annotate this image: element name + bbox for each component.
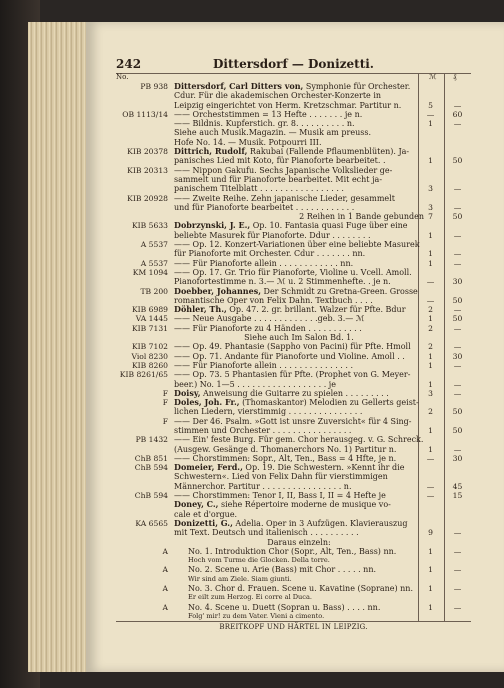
catalog-number: A	[162, 546, 168, 556]
entry-text: —— Zweite Reihe. Zehn japanische Lieder, gesammelt	[174, 193, 395, 203]
price-mark: 1	[428, 258, 433, 268]
catalog-row	[116, 259, 471, 268]
catalog-number: A	[162, 584, 168, 594]
entry-text: für Pianoforte mit Orchester. Cdur . . . . . . . nn.	[174, 249, 366, 259]
catalog-row	[116, 454, 471, 463]
catalog-row	[116, 110, 471, 119]
entry-text: cale et d'orgue.	[174, 509, 238, 519]
catalog-row	[116, 194, 471, 203]
catalog-row	[116, 435, 471, 444]
price-pfennig: —	[453, 360, 462, 370]
price-mark: —	[426, 109, 435, 119]
catalog-number: KA 6565	[135, 518, 168, 528]
catalog-row	[116, 128, 471, 137]
entry-text: Doles, Joh. Fr., (Thomaskantor) Melodien zu Gellerts geist-	[174, 398, 419, 408]
entry-text: mit Text. Deutsch und italienisch . . . . . . . . . .	[174, 528, 359, 538]
entry-text: —— Für Pianoforte zu 4 Händen . . . . . . . . . . .	[174, 323, 362, 333]
price-mark: 1	[428, 584, 433, 594]
price-pfennig: —	[453, 388, 462, 398]
price-mark: 1	[428, 444, 433, 454]
price-mark: 9	[428, 528, 433, 538]
composer-name: Döhler, Th.,	[174, 305, 227, 315]
catalog-entries	[116, 82, 471, 621]
catalog-number: F	[162, 398, 168, 408]
catalog-number: VA 1445	[135, 314, 168, 324]
price-pfennig: —	[453, 565, 462, 575]
catalog-row	[116, 82, 471, 91]
price-pfennig: 50	[452, 212, 463, 222]
catalog-row	[116, 370, 471, 379]
catalog-row	[116, 138, 471, 147]
price-pfennig: 30	[452, 351, 463, 361]
catalog-number: KM 1094	[132, 267, 168, 277]
price-pfennig: —	[453, 184, 462, 194]
catalog-row	[116, 268, 471, 277]
catalog-row	[116, 352, 471, 361]
price-mark: 1	[428, 602, 433, 612]
entry-text: und für Pianoforte bearbeitet . . . . . . . . . . . .	[174, 202, 355, 212]
price-mark: 1	[428, 360, 433, 370]
price-pfennig: —	[453, 584, 462, 594]
entry-text: Donizetti, G., Adelia. Oper in 3 Aufzügen. Klavierauszug	[174, 518, 408, 528]
price-pfennig: 60	[452, 109, 463, 119]
price-mark: —	[426, 295, 435, 305]
catalog-row	[116, 491, 471, 500]
entry-text: —— Für Pianoforte allein . . . . . . . . . . . . . . .	[174, 360, 354, 370]
entry-text: Pianofortestimme n. 3.— ℳ u. 2 Stimmenhefte. . je n.	[174, 277, 391, 287]
entry-text: Dittersdorf, Carl Ditters von, Symphonie für Orchester.	[174, 82, 411, 91]
catalog-row	[116, 249, 471, 258]
entry-text: No. 1. Introduktion Chor (Sopr., Alt, Ten., Bass) nn.	[188, 546, 397, 556]
composer-name: Doles, Joh. Fr.,	[174, 398, 240, 408]
catalog-number: KIB 5633	[132, 221, 168, 231]
catalog-number: KIB 20928	[127, 193, 168, 203]
entry-text: panischem Titelblatt . . . . . . . . . . . . . . . . .	[174, 184, 344, 194]
price-mark: 1	[428, 314, 433, 324]
publisher-footer: BREITKOPF UND HÄRTEL IN LEIPZIG.	[219, 623, 368, 631]
catalog-row	[116, 547, 471, 556]
catalog-number: TB 200	[140, 286, 168, 296]
catalog-row	[116, 538, 471, 547]
catalog-row	[116, 482, 471, 491]
catalog-number: A	[162, 602, 168, 612]
catalog-row	[116, 510, 471, 519]
entry-text: Schwestern«. Lied von Felix Dahn für vierstimmigen	[174, 472, 388, 482]
price-pfennig: 50	[452, 314, 463, 324]
catalog-row	[116, 119, 471, 128]
catalog-number: F	[162, 388, 168, 398]
price-pfennig: —	[453, 258, 462, 268]
catalog-number: A 5537	[140, 258, 168, 268]
entry-text: panisches Lied mit Koto, für Pianoforte bearbeitet. .	[174, 156, 386, 166]
catalog-number: OB 1113/14	[122, 109, 168, 119]
price-mark: 1	[428, 425, 433, 435]
catalog-row	[116, 156, 471, 165]
entry-text: Siehe auch Musik.Magazin. — Musik am preuss.	[174, 128, 371, 138]
catalog-number: A	[162, 565, 168, 575]
entry-text: —— Für Pianoforte allein . . . . . . . . . . . . nn.	[174, 258, 354, 268]
price-mark: 1	[428, 230, 433, 240]
entry-text: —— Ein' feste Burg. Für gem. Chor herausgeg. v. G. Schreck.	[174, 435, 424, 445]
entry-text: Leipzig eingerichtet von Herm. Kretzschmar. Partitur n.	[174, 100, 402, 110]
composer-name: Dobrzynski, J. E.,	[174, 221, 251, 231]
price-mark: —	[426, 481, 435, 491]
price-pfennig: —	[453, 202, 462, 212]
entry-text: Männerchor. Partitur . . . . . . . . . . . . . . . . n.	[174, 481, 352, 491]
catalog-number: KIB 20313	[127, 165, 168, 175]
entry-text: Doisy, Anweisung die Guitarre zu spielen . . . . . . . . .	[174, 388, 389, 398]
column-pfennig: ₰	[453, 73, 457, 81]
catalog-number: Viol 8230	[131, 351, 168, 361]
price-pfennig: 30	[452, 453, 463, 463]
price-pfennig: —	[453, 342, 462, 352]
price-pfennig: 50	[452, 407, 463, 417]
price-pfennig: —	[453, 602, 462, 612]
entry-text: Doney, C., siehe Répertoire moderne de musique vo-	[174, 500, 391, 510]
composer-name: Dittersdorf, Carl Ditters von,	[174, 82, 304, 91]
entry-text: —— Orcheststimmen = 13 Hefte . . . . . . . je n.	[174, 109, 363, 119]
price-mark: 1	[428, 156, 433, 166]
entry-text: —— Op. 17. Gr. Trio für Pianoforte, Violine u. Vcell. Amoll.	[174, 267, 412, 277]
price-mark: 3	[428, 202, 433, 212]
price-pfennig: —	[453, 546, 462, 556]
price-pfennig: 30	[452, 277, 463, 287]
entry-text: Doebber, Johannes, Der Schmidt zu Gretna-Green. Grosse	[174, 286, 418, 296]
entry-text: No. 2. Scene u. Arie (Bass) mit Chor . . . . . nn.	[188, 565, 377, 575]
page-edges	[28, 22, 86, 672]
catalog-number: KIB 8261/65	[119, 370, 168, 380]
entry-text: Hofe No. 14. — Musik. Potpourri III.	[174, 137, 322, 147]
price-mark: 1	[428, 249, 433, 259]
catalog-row	[116, 417, 471, 426]
catalog-row	[116, 175, 471, 184]
entry-text: romantische Oper von Felix Dahn. Textbuch . . . .	[174, 295, 373, 305]
entry-text: beliebte Masurek für Pianoforte. Ddur . . . . . . . .	[174, 230, 371, 240]
entry-text: Domeier, Ferd., Op. 19. Die Schwestern. »Kennt ihr die	[174, 463, 405, 473]
catalog-number: KIB 7131	[132, 323, 168, 333]
price-mark: 7	[428, 212, 433, 222]
catalog-row	[116, 445, 471, 454]
entry-text: —— Chorstimmen: Tenor I, II, Bass I, II = 4 Hefte je	[174, 491, 386, 501]
catalog-number: ChB 594	[134, 491, 168, 501]
entry-text: —— Op. 49. Phantasie (Sappho von Pacini) für Pfte. Hmoll	[174, 342, 411, 352]
page-number: 242	[116, 57, 142, 71]
price-mark: 1	[428, 379, 433, 389]
catalog-row	[116, 426, 471, 435]
entry-text: Dittrich, Rudolf, Rakubai (Fallende Pflaumenblüten). Ja-	[174, 147, 410, 157]
page-title: Dittersdorf — Donizetti.	[213, 57, 374, 71]
catalog-row	[116, 472, 471, 481]
catalog-row	[116, 147, 471, 156]
catalog-row	[116, 593, 471, 602]
catalog-number: A 5537	[140, 240, 168, 250]
entry-text: —— Op. 12. Konzert-Variationen über eine beliebte Masurek	[174, 240, 420, 250]
catalog-row	[116, 277, 471, 286]
price-pfennig: —	[453, 230, 462, 240]
entry-text: Cdur. Für die akademischen Orchester-Konzerte in	[174, 91, 382, 101]
catalog-number: KIB 8260	[132, 360, 168, 370]
entry-text: No. 3. Chor d. Frauen. Scene u. Kavatine (Soprane) nn.	[188, 584, 414, 594]
column-mark: ℳ	[429, 73, 437, 81]
entry-text: No. 4. Scene u. Duett (Sopran u. Bass) . . . . nn.	[188, 602, 381, 612]
price-mark: 1	[428, 565, 433, 575]
price-pfennig: —	[453, 249, 462, 259]
price-pfennig: —	[453, 444, 462, 454]
price-mark: 1	[428, 351, 433, 361]
catalog-row	[116, 212, 471, 221]
catalog-number: PB 1432	[135, 435, 168, 445]
price-pfennig: 50	[452, 425, 463, 435]
entry-text: —— Chorstimmen: Sopr., Alt, Ten., Bass = 4 Hfte, je n.	[174, 453, 397, 463]
catalog-number: ChB 851	[134, 453, 168, 463]
entry-text: —— Der 46. Psalm. »Gott ist unsre Zuversicht« für 4 Sing-	[174, 416, 412, 426]
catalog-row	[116, 528, 471, 537]
catalog-row	[116, 519, 471, 528]
catalog-row	[116, 407, 471, 416]
composer-name: Dittrich, Rudolf,	[174, 147, 248, 157]
entry-text: Folg' mir! zu dem Vater. Vieni a cimento.	[188, 611, 325, 620]
catalog-row	[116, 305, 471, 314]
composer-name: Doney, C.,	[174, 500, 219, 510]
price-pfennig: —	[453, 323, 462, 333]
catalog-row	[116, 389, 471, 398]
catalog-row	[116, 333, 471, 342]
catalog-number: KIB 7102	[132, 342, 168, 352]
entry-text: Wir sind am Ziele. Siam giunti.	[188, 574, 292, 583]
catalog-row	[116, 603, 471, 612]
catalog-row	[116, 584, 471, 593]
entry-text: —— Op. 73. 5 Phantasien für Pfte. (Prophet von G. Meyer-	[174, 370, 411, 380]
price-pfennig: —	[453, 528, 462, 538]
footer-rule	[116, 621, 471, 622]
catalog-row	[116, 296, 471, 305]
catalog-row	[116, 314, 471, 323]
catalog-row	[116, 463, 471, 472]
entry-text: sammelt und für Pianoforte bearbeitet. Mit echt ja-	[174, 174, 383, 184]
catalog-row	[116, 231, 471, 240]
catalog-row	[116, 380, 471, 389]
price-mark: 2	[428, 323, 433, 333]
catalog-number: PB 938	[140, 82, 168, 91]
price-pfennig: 45	[452, 481, 463, 491]
entry-text: Siehe auch Im Salon Bd. 1.	[244, 333, 354, 343]
catalog-row	[116, 565, 471, 574]
catalog-row	[116, 361, 471, 370]
catalog-number: ChB 594	[134, 463, 168, 473]
composer-name: Domeier, Ferd.,	[174, 463, 243, 473]
catalog-row	[116, 101, 471, 110]
catalog-row	[116, 398, 471, 407]
price-pfennig: —	[453, 305, 462, 315]
entry-text: Daraus einzeln:	[267, 537, 331, 547]
entry-text: (Ausgew. Gesänge d. Thomanerchors No. 1) Partitur n.	[174, 444, 397, 454]
price-mark: 2	[428, 305, 433, 315]
catalog-row	[116, 166, 471, 175]
catalog-row	[116, 221, 471, 230]
entry-text: Er eilt zum Herzog. Ei corre al Duca.	[188, 593, 313, 602]
catalog-row	[116, 342, 471, 351]
price-pfennig: 50	[452, 156, 463, 166]
composer-name: Doisy,	[174, 388, 201, 398]
price-mark: 3	[428, 388, 433, 398]
entry-text: —— Nippon Gakufu. Sechs Japanische Volkslieder ge-	[174, 165, 393, 175]
price-pfennig: —	[453, 119, 462, 129]
catalog-row	[116, 240, 471, 249]
entry-text: Döhler, Th., Op. 47. 2. gr. brillant. Walzer für Pfte. Bdur	[174, 305, 406, 315]
catalog-row	[116, 575, 471, 584]
entry-text: —— Op. 71. Andante für Pianoforte und Violine. Amoll . .	[174, 351, 405, 361]
catalog-row	[116, 203, 471, 212]
entry-text: beer.) No. 1—5 . . . . . . . . . . . . . . . . . . je	[174, 379, 336, 389]
catalog-row	[116, 287, 471, 296]
price-mark: —	[426, 453, 435, 463]
catalog-number: KIB 6989	[132, 305, 168, 315]
catalog-row	[116, 184, 471, 193]
entry-text: Hoch vom Turme die Glocken. Della torre.	[188, 556, 330, 565]
price-mark: 1	[428, 546, 433, 556]
price-mark: 2	[428, 407, 433, 417]
price-mark: 2	[428, 342, 433, 352]
catalog-row	[116, 612, 471, 621]
price-mark: —	[426, 491, 435, 501]
catalog-row	[116, 556, 471, 565]
price-pfennig: 50	[452, 295, 463, 305]
entry-text: Dobrzynski, J. E., Op. 10. Fantasia quasi Fuge über eine	[174, 221, 408, 231]
catalog-row	[116, 324, 471, 333]
price-mark: 5	[428, 100, 433, 110]
catalog-row	[116, 91, 471, 100]
entry-text: —— Neue Ausgabe . . . . . . . . . . . . .geb. 3.— ℳ	[174, 314, 365, 324]
entry-text: stimmen und Orchester . . . . . . . . . . . . . . . .	[174, 425, 352, 435]
price-pfennig: —	[453, 100, 462, 110]
composer-name: Donizetti, G.,	[174, 518, 233, 528]
price-pfennig: —	[453, 379, 462, 389]
catalog-number: F	[162, 416, 168, 426]
entry-text: lichen Liedern, vierstimmig . . . . . . . . . . . . . . .	[174, 407, 363, 417]
column-no: No.	[116, 73, 129, 81]
price-mark: —	[426, 277, 435, 287]
price-pfennig: 15	[452, 491, 463, 501]
price-mark: 1	[428, 119, 433, 129]
catalog-row	[116, 500, 471, 509]
price-mark: 3	[428, 184, 433, 194]
entry-text: 2 Reihen in 1 Bande gebunden	[299, 212, 424, 222]
composer-name: Doebber, Johannes,	[174, 286, 261, 296]
entry-text: —— Bildnis. Kupferstich. gr. 8. . . . . . . . . . n.	[174, 119, 355, 129]
catalog-number: KIB 20378	[127, 147, 168, 157]
